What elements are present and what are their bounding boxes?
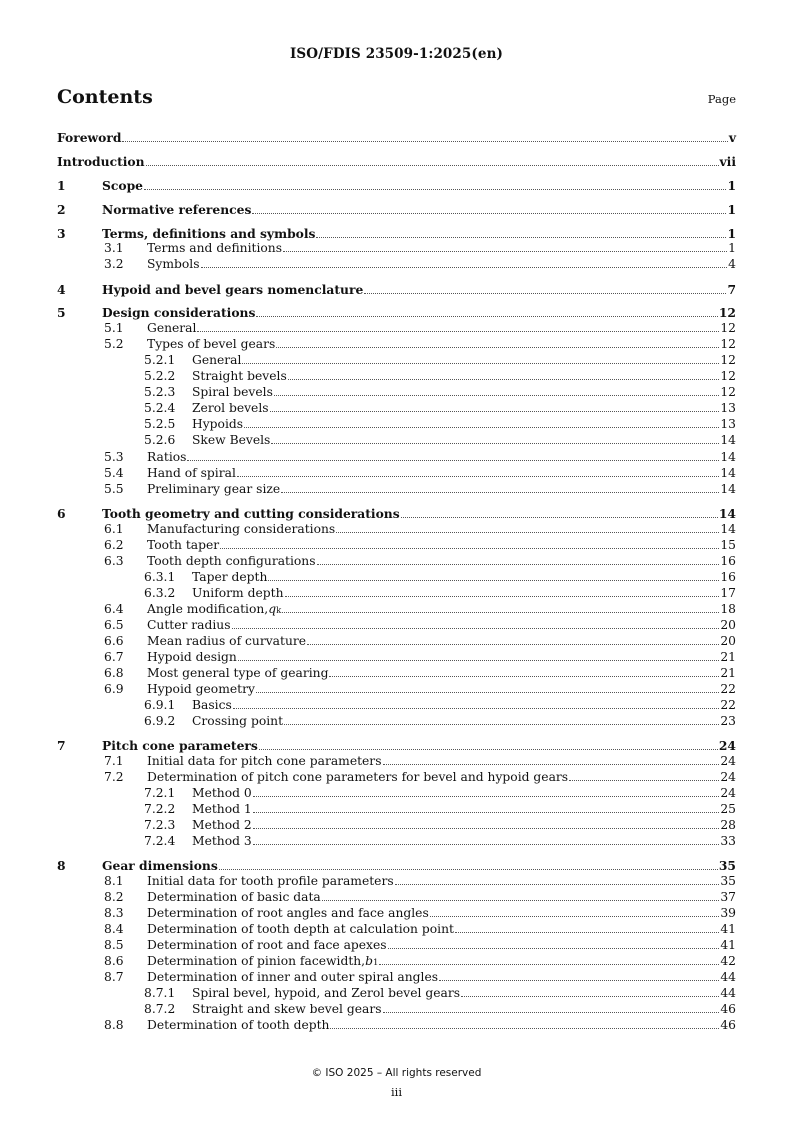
toc-entry-number: 8.3 [104,906,124,920]
toc-entry-page: 28 [720,818,736,832]
toc-entry-title: Scope [102,178,143,193]
toc-entry-title: Pitch cone parameters [102,738,258,753]
toc-entry-title: Hypoids [192,417,244,431]
dot-leader [461,995,719,997]
dot-leader [284,723,719,725]
toc-entry[interactable] [0,818,793,834]
toc-entry-number: 3.2 [104,257,124,271]
dot-leader [233,707,720,709]
toc-entry[interactable] [0,305,793,321]
toc-entry[interactable]: 8.6 Determination of pinion facewidth, b 1 42 [104,954,736,968]
toc-entry[interactable] [0,890,793,906]
toc-entry-page: 14 [720,433,736,447]
toc-entry-page: 41 [720,922,736,936]
toc-entry-number: 8.4 [104,922,124,936]
toc-entry-title: Ratios [147,450,187,464]
dot-leader [569,779,719,781]
toc-entry[interactable] [0,1002,793,1018]
toc-entry-number: 5.5 [104,482,124,496]
page-column-label: Page [707,92,736,106]
toc-entry-number: 1 [57,178,66,193]
dot-leader [388,947,720,949]
document-header: ISO/FDIS 23509-1:2025(en) [289,46,503,62]
toc-entry[interactable] [0,586,793,602]
toc-entry[interactable] [0,1018,793,1034]
toc-entry-page: 14 [720,466,736,480]
toc-entry-title: Hand of spiral [147,466,236,480]
toc-entry-page: 1 [727,202,736,217]
dot-leader [244,426,719,428]
dot-leader [197,330,719,332]
toc-entry-number: 6.8 [104,666,124,680]
toc-entry-page: v [728,130,736,145]
toc-entry-page: 22 [720,698,736,712]
dot-leader [253,811,720,813]
toc-entry[interactable] [0,906,793,922]
toc-entry-title: Method 3 [192,834,252,848]
dot-leader [364,292,726,294]
dot-leader [285,595,720,597]
toc-entry-title: Mean radius of curvature [147,634,307,648]
toc-entry-number: 8.7.2 [144,1002,176,1016]
toc-entry-page: 16 [720,570,736,584]
toc-entry[interactable] [0,450,793,466]
toc-entry[interactable] [0,385,793,401]
toc-entry-number: 6.7 [104,650,124,664]
toc-entry-title: General [147,321,197,335]
dot-leader [253,827,720,829]
toc-entry-page: 21 [720,666,736,680]
toc-entry-symbol: q [268,602,277,616]
toc-entry-page: 20 [720,634,736,648]
toc-entry[interactable] [0,282,793,298]
dot-leader [430,915,720,917]
toc-entry-title: General [192,353,242,367]
toc-entry[interactable] [0,802,793,818]
toc-entry-number: 6.1 [104,522,124,536]
toc-entry-number: 5.2.6 [144,433,176,447]
toc-entry-number: 6.3 [104,554,124,568]
toc-entry-number: 7.2 [104,770,124,784]
dot-leader [281,491,719,493]
toc-entry-title: Determination of root angles and face angles [147,906,429,920]
dot-leader [336,531,719,533]
dot-leader [288,378,720,380]
toc-entry-title: Manufacturing considerations [147,522,336,536]
toc-entry-title: Determination of inner and outer spiral angles [147,970,439,984]
toc-entry-page: 14 [720,450,736,464]
toc-entry[interactable] [0,618,793,634]
dot-leader [401,516,718,518]
toc-entry-number: 6.3.2 [144,586,176,600]
toc-entry-number: 8.7 [104,970,124,984]
toc-entry-number: 6.9.1 [144,698,176,712]
toc-entry[interactable] [0,634,793,650]
toc-entry-number: 6.2 [104,538,124,552]
toc-entry[interactable] [0,714,793,730]
toc-entry-number: 5.4 [104,466,124,480]
toc-entry-page: 42 [720,954,736,968]
toc-entry-title: Hypoid geometry [147,682,255,696]
dot-leader [282,611,719,613]
dot-leader [274,394,719,396]
page-title: Contents [57,86,153,108]
toc-entry-page: 7 [727,282,736,297]
toc-entry[interactable] [0,417,793,433]
toc-entry-page: 12 [718,305,736,320]
dot-leader [379,963,719,965]
toc-entry-title: Straight bevels [192,369,287,383]
toc-entry-number: 6.5 [104,618,124,632]
toc-entry-number: 5 [57,305,66,320]
toc-entry-page: 46 [720,1018,736,1032]
toc-entry-title: Gear dimensions [102,858,218,873]
toc-entry-number: 6.6 [104,634,124,648]
toc-entry-page: 4 [728,257,736,271]
toc-entry-page: 17 [720,586,736,600]
toc-entry-title: Symbols [147,257,200,271]
toc-entry-number: 5.2.5 [144,417,176,431]
toc-entry-title: Tooth depth configurations [147,554,316,568]
toc-entry-title: Foreword [57,130,122,145]
toc-entry[interactable] [0,922,793,938]
toc-entry-page: 12 [720,337,736,351]
dot-leader [283,250,727,252]
toc-entry[interactable] [0,770,793,786]
dot-leader [122,140,727,142]
toc-entry[interactable] [0,130,793,146]
toc-entry-page: 24 [720,786,736,800]
toc-entry[interactable] [0,178,793,194]
dot-leader [307,643,719,645]
toc-entry-number: 5.2.2 [144,369,176,383]
toc-entry[interactable] [0,650,793,666]
toc-entry-page: 1 [728,241,736,255]
toc-entry[interactable] [0,369,793,385]
toc-entry-title: Taper depth [192,570,268,584]
toc-entry-page: 12 [720,385,736,399]
dot-leader [187,459,719,461]
toc-entry[interactable] [0,241,793,257]
toc-entry[interactable] [0,786,793,802]
toc-entry[interactable] [0,666,793,682]
toc-entry-title: Hypoid design [147,650,237,664]
toc-entry-title: Skew Bevels [192,433,271,447]
toc-entry-page: 35 [718,858,736,873]
toc-entry-page: 25 [720,802,736,816]
toc-entry-title: Determination of tooth depth at calculation point [147,922,454,936]
dot-leader [383,763,720,765]
toc-entry[interactable] [0,682,793,698]
dot-leader [439,979,719,981]
toc-entry[interactable] [0,874,793,890]
toc-entry-number: 8.7.1 [144,986,176,1000]
toc-entry-number: 5.1 [104,321,124,335]
toc-entry-title: Terms and definitions [147,241,283,255]
toc-entry-title: Determination of pitch cone parameters for bevel and hypoid gears [147,770,569,784]
toc-entry-number: 5.3 [104,450,124,464]
toc-entry-page: 23 [720,714,736,728]
toc-entry-page: 24 [720,770,736,784]
toc-entry-page: 46 [720,1002,736,1016]
toc-entry-number: 5.2.4 [144,401,176,415]
toc-entry-title: Determination of tooth depth [147,1018,330,1032]
toc-entry[interactable] [0,570,793,586]
toc-entry-title: Basics [192,698,232,712]
toc-entry-title: Initial data for tooth profile parameters [147,874,394,888]
dot-leader [256,691,719,693]
toc-entry[interactable] [0,154,793,170]
toc-entry-page: 37 [720,890,736,904]
toc-entry-number: 7.2.2 [144,802,176,816]
toc-entry[interactable] [0,482,793,498]
toc-entry-title: Initial data for pitch cone parameters [147,754,382,768]
toc-entry[interactable] [0,938,793,954]
toc-entry[interactable]: 6.4 Angle modification, q k 18 [104,602,736,616]
toc-entry-page: 35 [720,874,736,888]
toc-entry[interactable] [0,522,793,538]
toc-entry-page: 12 [720,321,736,335]
toc-entry-page: 44 [720,970,736,984]
toc-entry-page: 18 [720,602,736,616]
dot-leader [242,362,719,364]
toc-entry-page: 14 [718,506,736,521]
toc-entry-page: 15 [720,538,736,552]
toc-entry-title: Hypoid and bevel gears nomenclature [102,282,364,297]
toc-entry-title: Uniform depth [192,586,284,600]
toc-entry-number: 5.2.1 [144,353,176,367]
toc-entry-title: Tooth taper [147,538,220,552]
toc-entry-title: Introduction [57,154,145,169]
dot-leader [144,188,726,190]
toc-entry-page: 14 [720,522,736,536]
toc-entry-number: 6.4 [104,602,124,616]
toc-entry-title: Determination of pinion facewidth, [147,954,366,968]
toc-entry-page: vii [719,154,736,169]
dot-leader [201,266,728,268]
toc-entry-page: 1 [727,178,736,193]
toc-entry-page: 39 [720,906,736,920]
toc-entry-title: Spiral bevel, hypoid, and Zerol bevel gears [192,986,461,1000]
dot-leader [317,563,720,565]
dot-leader [259,748,718,750]
dot-leader [271,442,719,444]
page-number: iii [390,1085,403,1099]
toc-entry-number: 3.1 [104,241,124,255]
toc-entry-number: 8.8 [104,1018,124,1032]
toc-entry[interactable] [0,257,793,273]
dot-leader [276,346,719,348]
toc-entry-title: Tooth geometry and cutting considerations [102,506,400,521]
toc-entry-title: Terms, definitions and symbols [102,226,316,241]
dot-leader [316,236,726,238]
toc-entry-page: 22 [720,682,736,696]
toc-entry-title: Method 1 [192,802,252,816]
toc-entry-page: 13 [720,417,736,431]
toc-entry-page: 12 [720,369,736,383]
toc-entry-title: Normative references [102,202,252,217]
toc-entry-page: 24 [720,754,736,768]
toc-entry-number: 3 [57,226,66,241]
toc-entry[interactable] [0,754,793,770]
dot-leader [237,475,719,477]
dot-leader [232,627,720,629]
toc-entry-number: 7.2.1 [144,786,176,800]
toc-entry-title: Method 2 [192,818,252,832]
toc-entry-number: 8.6 [104,954,124,968]
dot-leader [253,843,720,845]
toc-entry-number: 4 [57,282,66,297]
toc-entry[interactable] [0,970,793,986]
toc-entry-title: Design considerations [102,305,256,320]
toc-entry-title: Angle modification, [147,602,269,616]
toc-entry-page: 14 [720,482,736,496]
toc-entry-title: Method 0 [192,786,252,800]
toc-entry-page: 33 [720,834,736,848]
dot-leader [383,1011,720,1013]
toc-entry-number: 5.2 [104,337,124,351]
dot-leader [268,579,719,581]
toc-entry-number: 6 [57,506,66,521]
toc-entry-page: 24 [718,738,736,753]
toc-entry-number: 7 [57,738,66,753]
toc-entry[interactable] [0,698,793,714]
toc-entry-title: Most general type of gearing [147,666,329,680]
toc-entry-number: 6.9 [104,682,124,696]
dot-leader [329,675,719,677]
toc-entry[interactable] [0,506,793,522]
toc-entry-number: 8.5 [104,938,124,952]
toc-entry-title: Types of bevel gears [147,337,276,351]
dot-leader [219,868,718,870]
toc-entry[interactable] [0,834,793,850]
dot-leader [252,212,726,214]
toc-entry[interactable] [0,353,793,369]
toc-entry-page: 13 [720,401,736,415]
toc-entry[interactable] [0,466,793,482]
toc-entry[interactable] [0,337,793,353]
toc-entry[interactable] [0,321,793,337]
toc-entry[interactable] [0,554,793,570]
toc-entry-page: 44 [720,986,736,1000]
toc-entry-title: Cutter radius [147,618,231,632]
toc-entry-title: Crossing point [192,714,284,728]
toc-entry-symbol: b [365,954,373,968]
toc-entry-title: Spiral bevels [192,385,273,399]
toc-entry-number: 2 [57,202,66,217]
toc-entry-number: 7.2.4 [144,834,176,848]
dot-leader [256,315,717,317]
toc-entry-page: 20 [720,618,736,632]
dot-leader [395,883,720,885]
copyright-notice: © ISO 2025 – All rights reserved [311,1067,482,1079]
toc-entry-number: 8.1 [104,874,124,888]
toc-entry[interactable] [0,202,793,218]
dot-leader [270,410,720,412]
dot-leader [238,659,720,661]
dot-leader [146,164,719,166]
toc-entry-number: 6.3.1 [144,570,176,584]
toc-entry[interactable] [0,226,793,242]
toc-entry[interactable] [0,738,793,754]
toc-entry-number: 8 [57,858,66,873]
dot-leader [322,899,720,901]
dot-leader [455,931,719,933]
toc-entry[interactable] [0,986,793,1002]
toc-entry[interactable] [0,858,793,874]
toc-entry-page: 41 [720,938,736,952]
dot-leader [253,795,720,797]
dot-leader [330,1027,719,1029]
toc-entry[interactable] [0,401,793,417]
toc-entry-title: Determination of basic data [147,890,321,904]
toc-entry[interactable] [0,538,793,554]
toc-entry-page: 12 [720,353,736,367]
toc-entry-number: 6.9.2 [144,714,176,728]
toc-entry-number: 7.1 [104,754,124,768]
toc-entry[interactable] [0,433,793,449]
toc-entry-title: Straight and skew bevel gears [192,1002,382,1016]
toc-entry-page: 16 [720,554,736,568]
toc-entry-number: 8.2 [104,890,124,904]
toc-entry-title: Determination of root and face apexes [147,938,387,952]
dot-leader [220,547,719,549]
toc-entry-title: Preliminary gear size [147,482,281,496]
toc-entry-number: 5.2.3 [144,385,176,399]
toc-entry-page: 1 [727,226,736,241]
toc-entry-page: 21 [720,650,736,664]
toc-entry-number: 7.2.3 [144,818,176,832]
toc-entry-title: Zerol bevels [192,401,269,415]
